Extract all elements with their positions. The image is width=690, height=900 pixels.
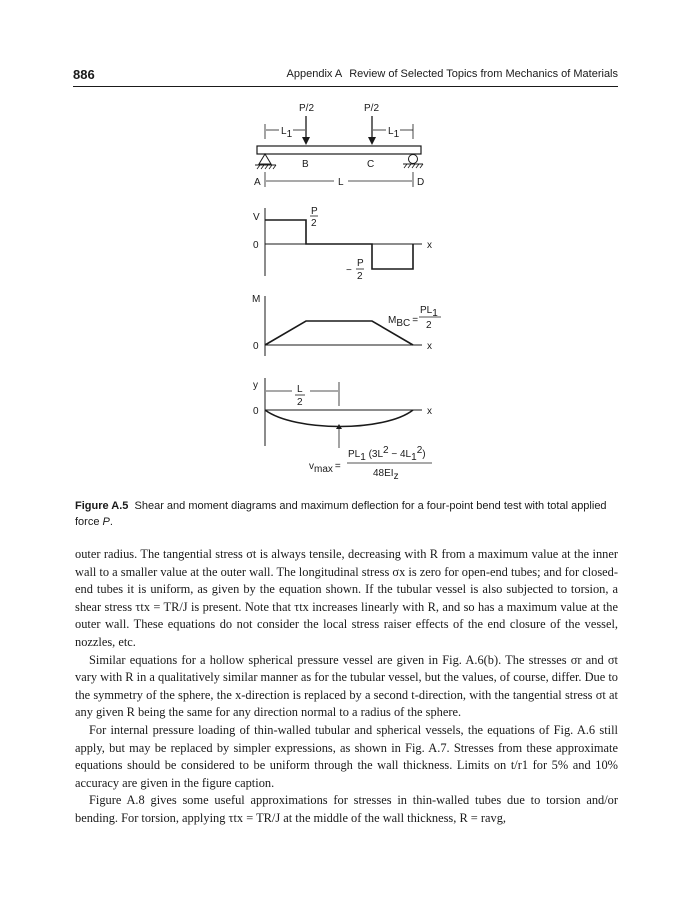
text-line: from these approximate equations should be considered to be uniform through the wall thickness. — [75, 740, 618, 773]
roller-support — [409, 155, 418, 164]
shear-pos-den: 2 — [311, 218, 317, 229]
vmax-formula-denominator: 48EIz — [373, 468, 399, 482]
text-line: tubes; and for closed-end tubes it is uniform, as given by the equation shown. If the tubular vessel is — [75, 564, 618, 597]
point-c-label: C — [367, 159, 375, 170]
running-head — [287, 68, 618, 80]
paragraph — [75, 722, 618, 792]
deflection-x-label: x — [427, 406, 432, 417]
moment-axis-label: M — [252, 294, 261, 305]
paragraph — [75, 546, 618, 652]
dim-left-label: L1 — [281, 126, 293, 140]
appendix-label: Appendix A — [286, 68, 343, 80]
text-line: the inner wall to a smaller value at the outer wall. The longitudinal stress σx is zero for open-end — [75, 547, 618, 579]
pin-ground-hatch — [257, 165, 276, 169]
text-line: and/or bending. For torsion, applying τtx = TR/J at the middle of the wall thickness, R = ravg, — [75, 793, 618, 825]
point-b-label: B — [302, 159, 309, 170]
text-line: σr and σt vary with R in a qualitatively similar manner as for the tubular vessel, but the values, of — [75, 652, 618, 685]
load-right-arrowhead — [368, 137, 376, 145]
paragraph — [75, 792, 618, 827]
mbc-denominator: 2 — [426, 320, 432, 331]
shear-neg-num: P — [357, 258, 364, 269]
shear-axis-label: V — [253, 212, 260, 223]
text-line: Similar equations for a hollow spherical pressure vessel are given in Fig. A.6(b). The stresses — [89, 652, 567, 667]
shear-x-label: x — [427, 240, 432, 251]
figure-a5 — [0, 92, 690, 492]
mbc-numerator: PL1 — [420, 305, 438, 319]
text-line: outer radius. The tangential stress σt is always tensile, decreasing with R from a maximum value at — [75, 547, 571, 561]
caption-end: . — [109, 516, 113, 528]
mbc-label: MBC = — [388, 315, 419, 329]
dim-right-label: L1 — [388, 126, 400, 140]
text-line: with the tangential stress σt at any given R being the same for any direction normal to a radius of — [75, 687, 618, 720]
text-line: raiser effects of the end closure of the vessel, nozzles, etc. — [75, 617, 618, 649]
header-rule — [73, 86, 618, 87]
moment-zero-label: 0 — [253, 341, 259, 352]
caption-text: Shear and moment diagrams and maximum deflection for a four-point bend test with total applied force — [75, 500, 607, 528]
load-right-label: P/2 — [364, 103, 380, 114]
text-line: R, and so has a maximum value at the outer wall. These equations do not consider the local stress — [75, 599, 618, 632]
caption-italic: P — [102, 516, 110, 528]
point-d-label: D — [417, 177, 425, 188]
text-line: Limits on t/r1 for 5% and 10% accuracy are given in the figure caption. — [75, 758, 618, 790]
point-a-label: A — [254, 177, 261, 188]
deflection-diagram — [253, 378, 432, 482]
deflection-zero-label: 0 — [253, 406, 259, 417]
text-line: For internal pressure loading of thin-walled tubular and spherical vessels, the equations of — [89, 722, 550, 737]
beam — [257, 146, 421, 154]
section-title: Review of Selected Topics from Mechanics of Materials — [349, 68, 618, 80]
text-line: course, differ. Due to the symmetry of the sphere, the x-direction is replaced by a second t-direction, — [75, 670, 618, 702]
text-line: Fig. A.6 still apply, but may be replaced by simpler expressions, as shown in Fig. A.7. Stresses — [75, 722, 618, 755]
moment-diagram — [252, 294, 441, 356]
vmax-formula-numerator: PL1 (3L2 − 4L12) — [348, 445, 426, 463]
page-header — [73, 67, 618, 85]
deflection-axis-label: y — [253, 380, 258, 391]
shear-pos-num: P — [311, 206, 318, 217]
roller-ground-hatch — [404, 164, 423, 168]
shear-diagram — [253, 206, 432, 282]
paragraph — [75, 652, 618, 722]
page-number: 886 — [73, 67, 95, 82]
pin-support — [259, 154, 271, 164]
text-line: also subjected to torsion, a shear stress τtx = TR/J is present. Note that τtx increases linearly with — [75, 582, 618, 614]
caption-label: Figure A.5 — [75, 500, 129, 512]
span-label: L — [338, 177, 344, 188]
shear-neg-sign: − — [346, 265, 352, 276]
figure-caption — [75, 498, 620, 530]
load-left-arrowhead — [302, 137, 310, 145]
body-text — [75, 546, 618, 828]
shear-zero-label: 0 — [253, 240, 259, 251]
half-span-num: L — [297, 384, 303, 395]
half-span-den: 2 — [297, 397, 303, 408]
text-line: Figure A.8 gives some useful approximations for stresses in thin-walled tubes due to torsion — [89, 793, 581, 808]
vmax-label: vmax = — [309, 461, 341, 475]
shear-neg-den: 2 — [357, 271, 363, 282]
load-left-label: P/2 — [299, 103, 315, 114]
beam-diagram — [254, 103, 424, 188]
moment-x-label: x — [427, 341, 432, 352]
text-line: the sphere. — [407, 705, 462, 720]
